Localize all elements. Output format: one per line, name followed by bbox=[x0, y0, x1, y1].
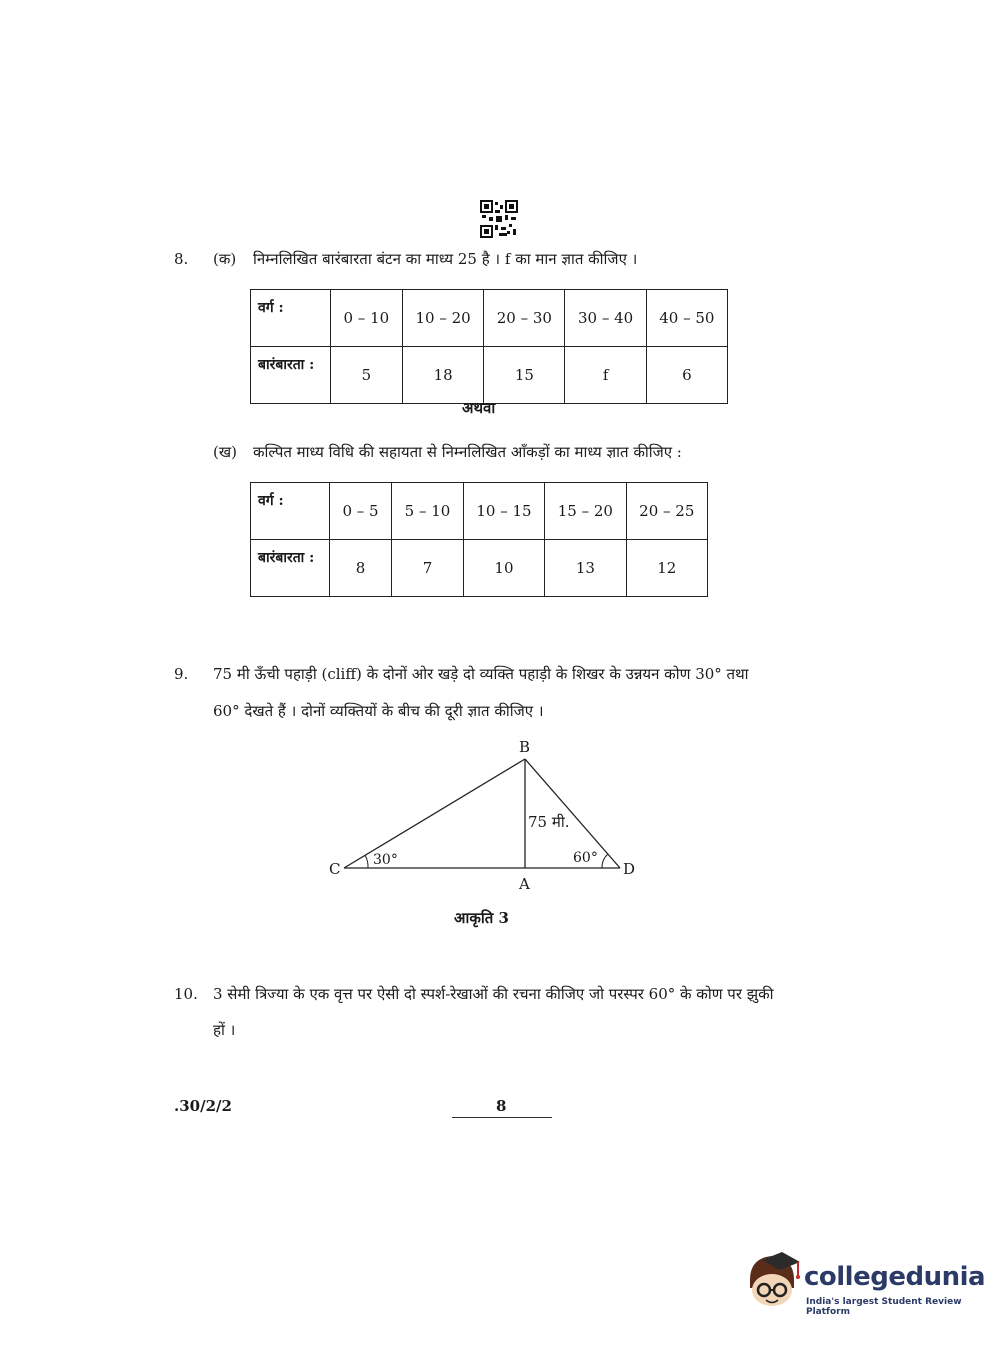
table-a-class: 30 – 40 bbox=[565, 290, 646, 347]
page-number-rule bbox=[452, 1117, 552, 1118]
table-b-freq: 8 bbox=[329, 540, 392, 597]
table-a-class: 0 – 10 bbox=[330, 290, 402, 347]
q8-part-a-text: निम्नलिखित बारंबारता बंटन का माध्य 25 है । f का मान ज्ञात कीजिए । bbox=[253, 250, 638, 268]
table-a-freq: 15 bbox=[484, 347, 565, 404]
table-b-freq: 10 bbox=[463, 540, 544, 597]
q8-number: 8. bbox=[174, 250, 189, 268]
angle-arc-c bbox=[365, 855, 368, 868]
qr-code-icon bbox=[480, 200, 518, 238]
table-b-class: 0 – 5 bbox=[329, 483, 392, 540]
table-a-class: 20 – 30 bbox=[484, 290, 565, 347]
vertex-label-b: B bbox=[519, 738, 531, 756]
table-a-row2-label: बारंबारता : bbox=[251, 347, 331, 404]
q9-number: 9. bbox=[174, 665, 189, 683]
table-b-class: 10 – 15 bbox=[463, 483, 544, 540]
collegedunia-tagline: India's largest Student Review Platform bbox=[806, 1297, 962, 1317]
q9-line1: 75 मी ऊँची पहाड़ी (cliff) के दोनों ओर खड़े दो व्यक्ति पहाड़ी के शिखर के उन्नयन कोण 30° तथा bbox=[213, 665, 749, 683]
table-a-class: 10 – 20 bbox=[403, 290, 484, 347]
vertex-label-d: D bbox=[623, 860, 636, 878]
frequency-table-a bbox=[250, 289, 728, 404]
angle-label-d: 60° bbox=[573, 850, 598, 866]
q8-part-b-label: (ख) bbox=[213, 443, 237, 461]
frequency-table-b bbox=[250, 482, 708, 597]
q9-line2: 60° देखते हैं । दोनों व्यक्तियों के बीच की दूरी ज्ञात कीजिए । bbox=[213, 702, 544, 720]
table-b-class: 20 – 25 bbox=[626, 483, 707, 540]
paper-code: .30/2/2 bbox=[174, 1097, 232, 1115]
table-a-freq: 5 bbox=[330, 347, 402, 404]
vertex-label-c: C bbox=[329, 860, 341, 878]
angle-arc-d bbox=[602, 854, 608, 868]
table-b-freq: 12 bbox=[626, 540, 707, 597]
table-a-class: 40 – 50 bbox=[646, 290, 727, 347]
table-a-freq: 18 bbox=[403, 347, 484, 404]
page-number: 8 bbox=[496, 1097, 507, 1115]
table-b-row1-label: वर्ग : bbox=[251, 483, 330, 540]
table-b-class: 5 – 10 bbox=[392, 483, 464, 540]
table-a-row1-label: वर्ग : bbox=[251, 290, 331, 347]
table-b-row2-label: बारंबारता : bbox=[251, 540, 330, 597]
figure-caption: आकृति 3 bbox=[454, 909, 509, 927]
q10-line1: 3 सेमी त्रिज्या के एक वृत्त पर ऐसी दो स्पर्श-रेखाओं की रचना कीजिए जो परस्पर 60° के कोण पर झुकी bbox=[213, 985, 774, 1003]
table-a-freq: 6 bbox=[646, 347, 727, 404]
table-b-class: 15 – 20 bbox=[545, 483, 626, 540]
table-b-freq: 7 bbox=[392, 540, 464, 597]
q10-line2: हों । bbox=[213, 1021, 236, 1039]
cliff-triangle-figure bbox=[320, 735, 650, 895]
q8-part-b-text: कल्पित माध्य विधि की सहायता से निम्नलिखित आँकड़ों का माध्य ज्ञात कीजिए : bbox=[253, 443, 682, 461]
collegedunia-logo-text: collegedunia bbox=[804, 1262, 986, 1292]
q8-part-a-label: (क) bbox=[213, 250, 237, 268]
q10-number: 10. bbox=[174, 985, 198, 1003]
line-cb bbox=[344, 759, 525, 868]
vertex-label-a: A bbox=[519, 875, 530, 893]
table-b-freq: 13 bbox=[545, 540, 626, 597]
height-label: 75 मी. bbox=[528, 813, 570, 831]
collegedunia-mascot-icon bbox=[742, 1250, 804, 1312]
or-text: अथवा bbox=[462, 399, 496, 417]
table-a-freq: f bbox=[565, 347, 646, 404]
angle-label-c: 30° bbox=[373, 852, 398, 868]
